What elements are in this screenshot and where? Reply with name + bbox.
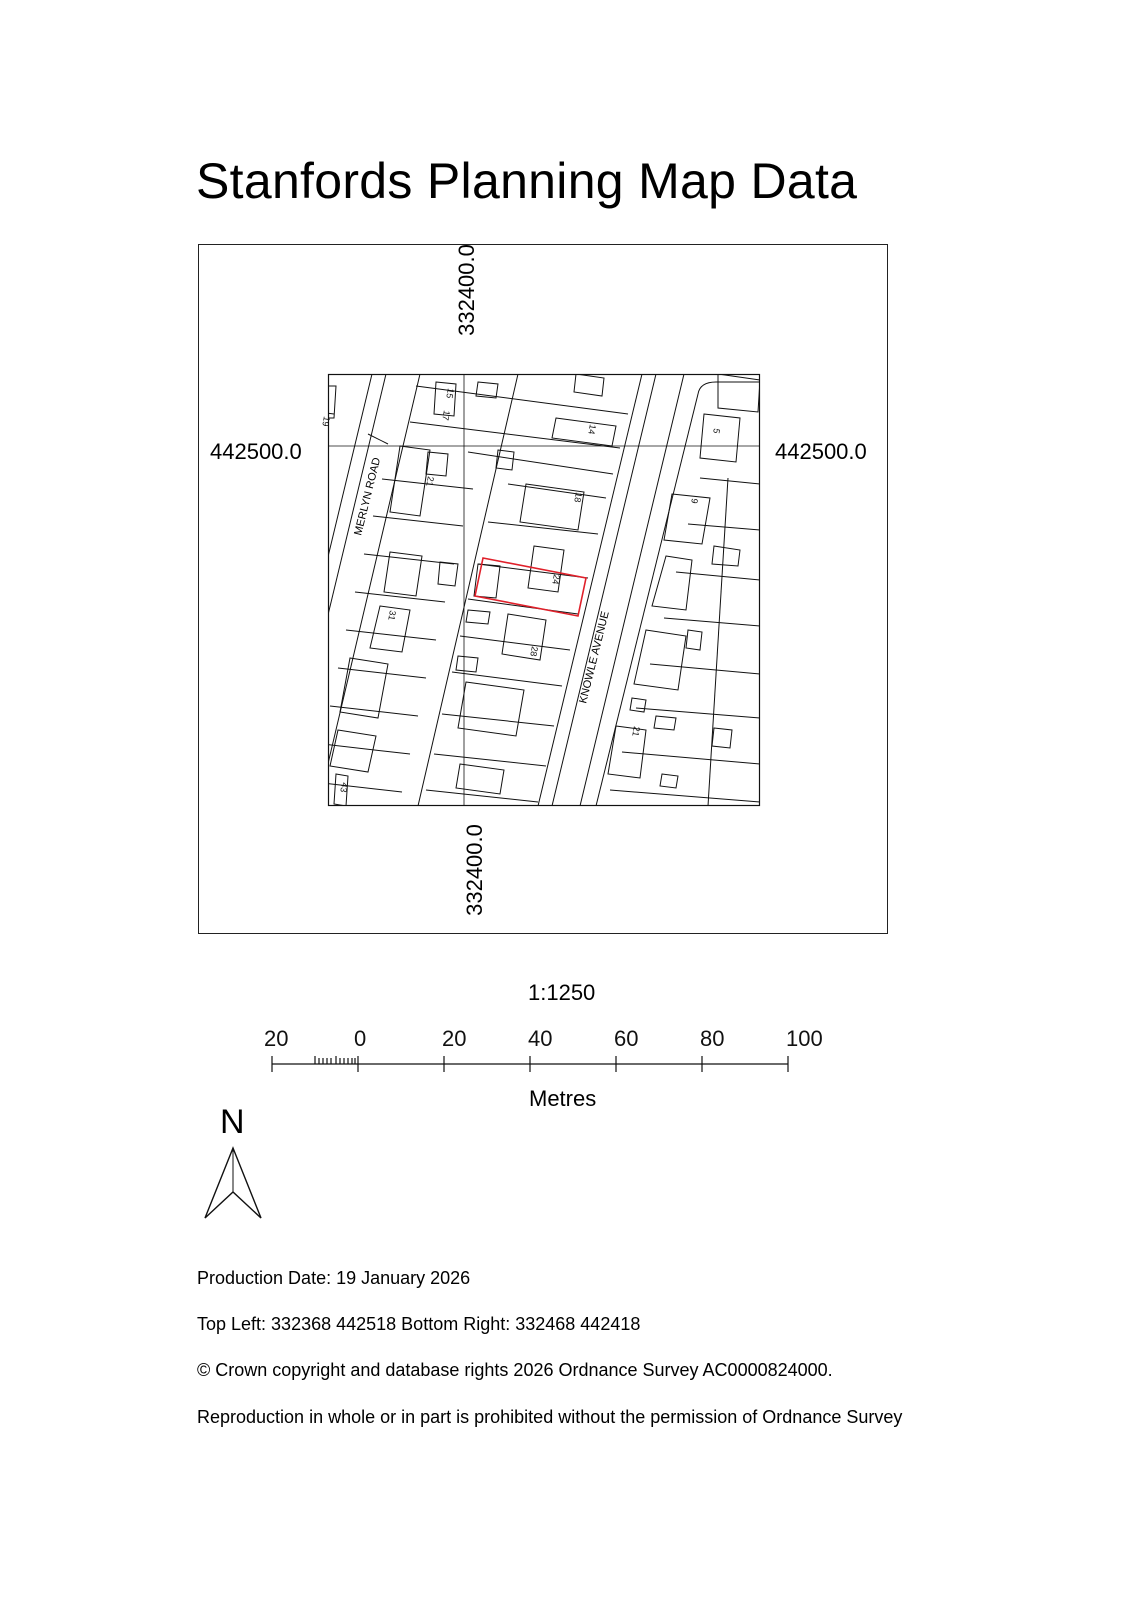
northing-label-right: 442500.0 <box>775 439 867 464</box>
production-date: Production Date: 19 January 2026 <box>197 1268 471 1288</box>
scale-label: 100 <box>786 1026 823 1051</box>
north-arrow-icon <box>203 1146 263 1220</box>
road-label-knowle: KNOWLE AVENUE <box>577 610 612 705</box>
scale-label: 20 <box>264 1026 289 1051</box>
house-number: 18 <box>572 491 584 504</box>
house-number: 21 <box>424 475 436 488</box>
middle-buildings <box>434 374 616 794</box>
scale-label: 80 <box>700 1026 725 1051</box>
middle-plot-lines <box>410 386 628 802</box>
house-number: 5 <box>711 427 722 435</box>
east-buildings <box>608 374 760 788</box>
site-map <box>320 374 760 806</box>
scale-unit: Metres <box>529 1086 597 1111</box>
house-number: 17 <box>440 409 452 422</box>
copyright-notice: © Crown copyright and database rights 2026 Ordnance Survey AC0000824000. <box>197 1360 833 1380</box>
scale-ratio: 1:1250 <box>528 980 596 1005</box>
scale-bar <box>262 1024 822 1074</box>
rear-boundary-west-block <box>318 374 420 806</box>
house-number: 24 <box>550 573 562 586</box>
scale-label: 60 <box>614 1026 639 1051</box>
north-label: N <box>220 1103 245 1141</box>
house-number: 14 <box>586 423 598 436</box>
site-boundary <box>475 558 586 616</box>
scale-label: 40 <box>528 1026 553 1051</box>
knowle-avenue-edge-east-inner <box>596 394 698 806</box>
northing-label-left: 442500.0 <box>210 439 302 464</box>
house-number: 28 <box>528 645 540 658</box>
road-label-merlyn: MERLYN ROAD <box>352 456 384 537</box>
knowle-avenue-edge-west <box>538 374 642 806</box>
house-number: 9 <box>689 497 700 505</box>
house-number: 21 <box>630 725 642 738</box>
map-extent: Top Left: 332368 442518 Bottom Right: 332468 442418 <box>197 1314 641 1334</box>
house-number: 15 <box>444 387 456 400</box>
side-road-corner <box>698 382 760 394</box>
scale-label: 20 <box>442 1026 467 1051</box>
page-title: Stanfords Planning Map Data <box>196 153 858 209</box>
house-number: 43 <box>338 781 350 794</box>
scale-label: 0 <box>354 1026 367 1051</box>
house-number: 19 <box>320 415 332 428</box>
knowle-avenue-edge-east <box>580 374 684 806</box>
rear-boundary-middle <box>418 374 518 806</box>
easting-label-bottom: 332400.0 <box>462 824 487 916</box>
knowle-avenue-edge-west-inner <box>552 374 656 806</box>
reproduction-notice: Reproduction in whole or in part is prohibited without the permission of Ordnance Survey <box>197 1407 903 1427</box>
easting-label-top: 332400.0 <box>454 244 479 336</box>
house-number: 31 <box>386 609 398 622</box>
